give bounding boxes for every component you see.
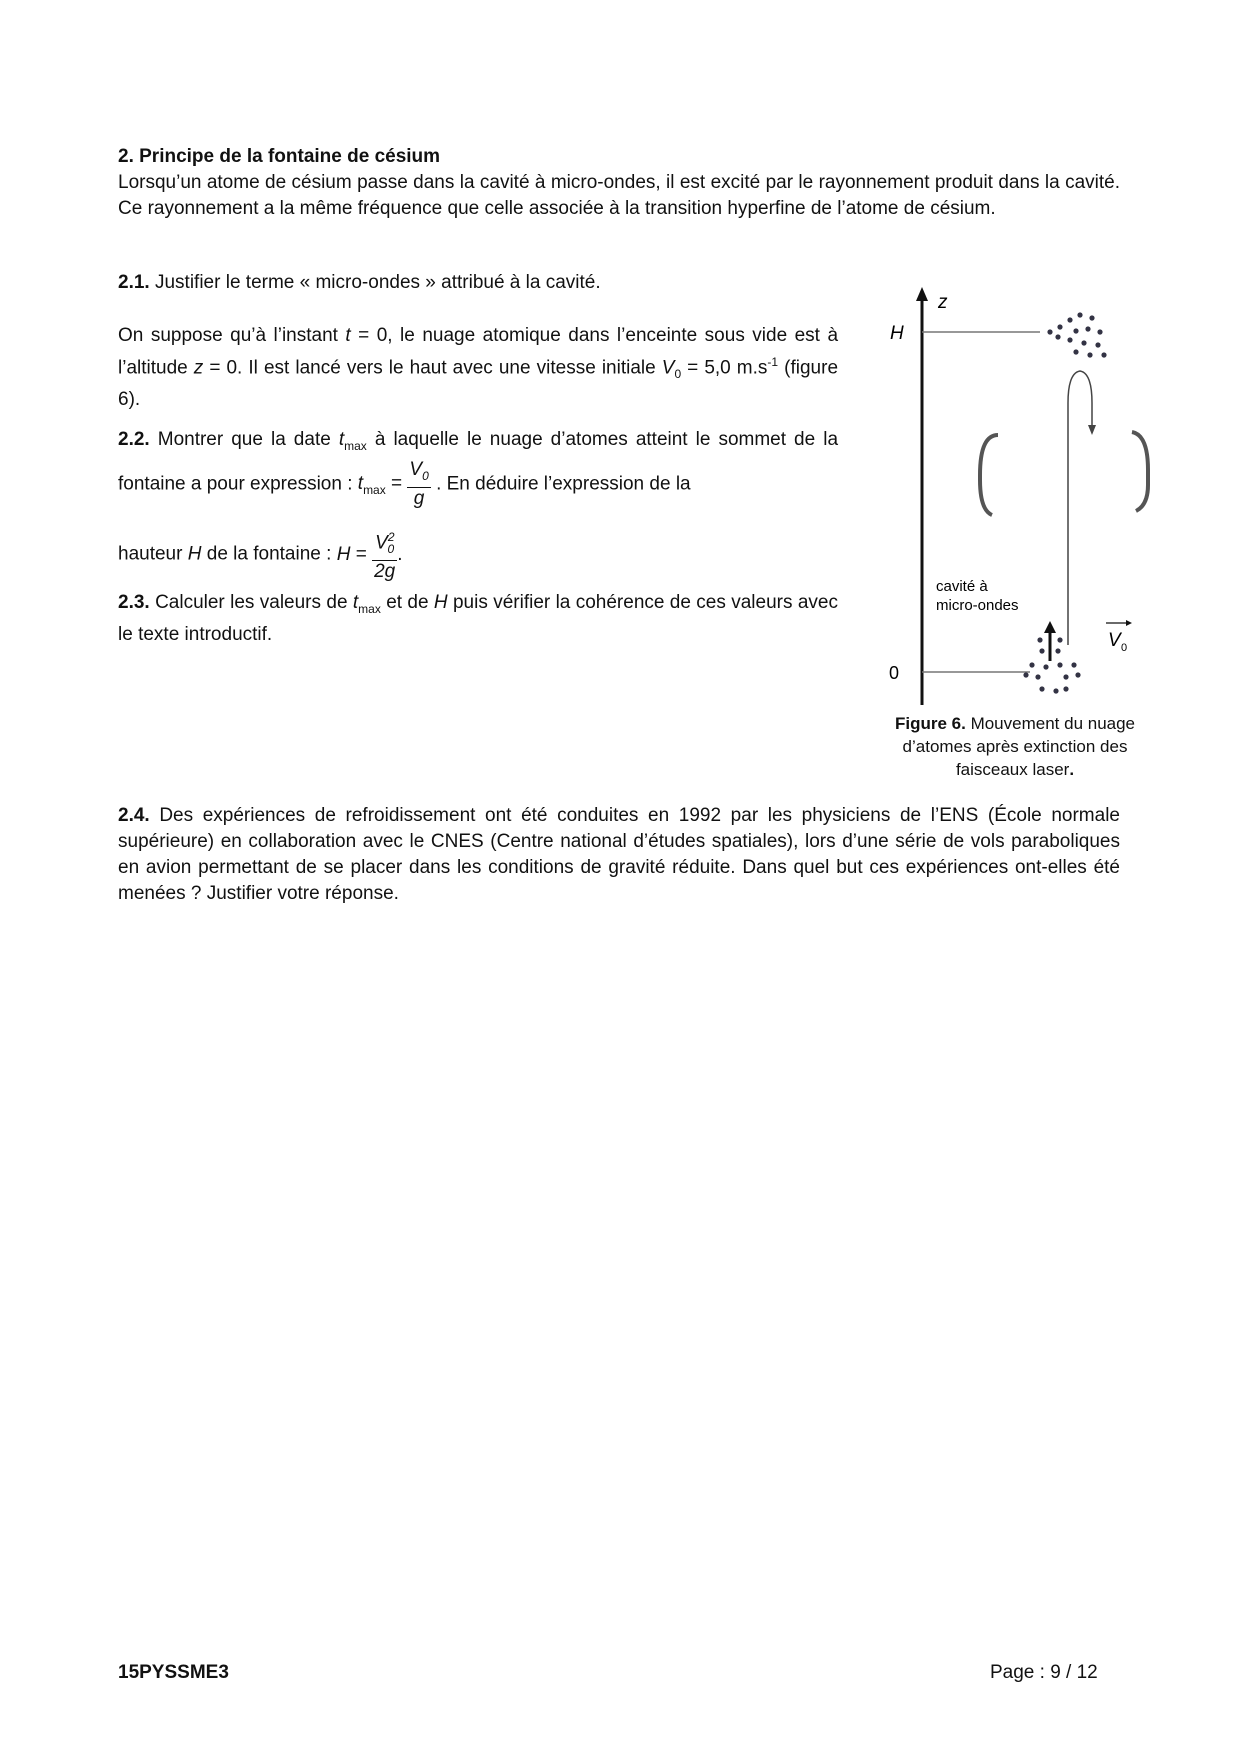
section-block [118, 144, 1120, 222]
cavity-label-line2: micro-ondes [936, 597, 1019, 614]
question-number: 2.2. [118, 429, 150, 450]
section-title: 2. Principe de la fontaine de césium [118, 146, 441, 167]
question-number: 2.4. [118, 805, 150, 826]
vector-v0-label: V [1108, 630, 1121, 651]
assumption-paragraph: On suppose qu’à l’instant t = 0, le nuage atomique dans l’enceinte sous vide est à l’altitude z = 0. Il est lancé vers le haut avec une vitesse initiale $V_0 = 5,0$ $m.s^{-1}$ (figure 6). [118, 325, 839, 411]
trajectory-arrow [1088, 425, 1096, 435]
atom-cloud-bottom [1023, 637, 1080, 693]
question-2-4: 2.4. Des expériences de refroidissement ont été conduites en 1992 par les physiciens de l’ENS (École normale supérieure) en collaboration avec le CNES (Centre national d’études spatiales), lors d’une série de vols paraboliques en avion permettant de se placer dans les conditions de gravité réduite. Dans quel but ces expériences ont-elles été menées ? Justifier votre réponse. [118, 805, 1120, 904]
cavity-label-line1: cavité à [936, 578, 988, 595]
question-number: 2.1. [118, 272, 150, 293]
cavity-left-wall [980, 435, 998, 515]
section-intro: Lorsqu’un atome de césium passe dans la cavité à micro-ondes, il est excité par le rayonnement produit dans la cavité. Ce rayonnement a la même fréquence que celle associée à la transition hyperfine de l’atome de césium. [118, 172, 1120, 219]
question-2-1 [118, 270, 838, 296]
trajectory-path [1068, 371, 1092, 645]
label-H: H [890, 323, 904, 344]
question-2-2: 2.2. Montrer que la date $t_{max}$ à laquelle le nuage d’atomes atteint le sommet de la fontaine a pour expression : $t_{max}$ = $\frac{V_0}{g}$ . En déduire l’expression de la [118, 429, 839, 509]
question-number: 2.3. [118, 592, 150, 613]
footer-code: 15PYSSME3 [118, 1662, 229, 1683]
cavity-right-wall [1132, 432, 1148, 511]
formula-tmax: $t_{max}$ = $\frac{V_0}{g}$ [357, 458, 429, 509]
question-2-3: 2.3. Calculer les valeurs de $t_{max}$ et de H puis vérifier la cohérence de ces valeurs avec le texte introductif. [118, 592, 838, 645]
footer-page-number: Page : 9 / 12 [990, 1662, 1098, 1683]
question-2-2-height: hauteur H de la fontaine : H = $\frac{V^2_0}{2g}$ . [118, 526, 838, 583]
question-text: Justifier le terme « micro-ondes » attribué à la cavité. [154, 272, 601, 293]
axis-label-z: z [938, 292, 948, 313]
figure-6-caption: Figure 6. Mouvement du nuage d’atomes après extinction des faisceaux laser. [894, 714, 1136, 779]
atom-cloud-top [1047, 312, 1106, 357]
label-zero: 0 [889, 663, 900, 683]
vector-v0-subscript: 0 [1121, 642, 1128, 654]
formula-H: H = $\frac{V^2_0}{2g}$ . [337, 544, 403, 565]
figure-6-diagram [880, 285, 1150, 705]
z-axis-arrow [916, 287, 928, 301]
